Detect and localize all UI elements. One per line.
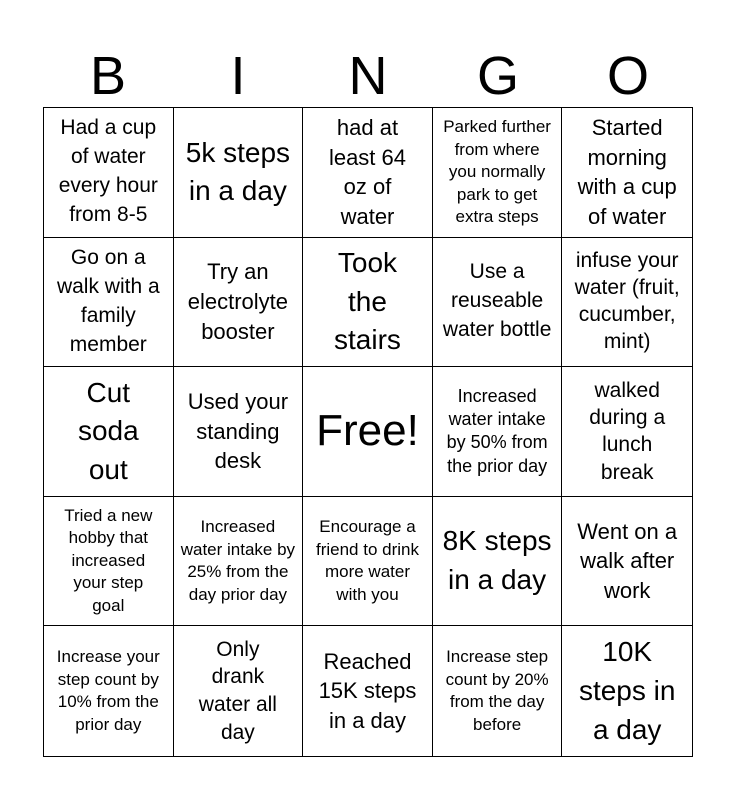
cell-text: Encourage a friend to drink more water with you bbox=[315, 517, 419, 604]
cell-text: Only drank water all day bbox=[198, 637, 277, 744]
cell-text: Cut soda out bbox=[77, 376, 139, 485]
cell-text: Increased water intake by 50% from the prior day bbox=[446, 385, 548, 476]
bingo-cell[interactable] bbox=[44, 626, 174, 756]
cell-text: Increased water intake by 25% from the day prior day bbox=[180, 517, 296, 604]
header-letter-g: G bbox=[476, 46, 519, 106]
cell-text: 5k steps in a day bbox=[185, 136, 291, 207]
header-letter-n: N bbox=[348, 46, 388, 106]
bingo-cell[interactable] bbox=[433, 367, 563, 497]
cell-text: had at least 64 oz of water bbox=[328, 114, 407, 229]
bingo-cell[interactable] bbox=[44, 367, 174, 497]
bingo-cell[interactable] bbox=[562, 497, 692, 627]
cell-text: walked during a lunch break bbox=[589, 378, 666, 484]
bingo-cell[interactable] bbox=[44, 238, 174, 368]
cell-text: Increase step count by 20% from the day before bbox=[445, 647, 549, 734]
bingo-header bbox=[43, 44, 693, 108]
bingo-cell[interactable] bbox=[433, 238, 563, 368]
cell-text: Go on a walk with a family member bbox=[56, 245, 160, 356]
bingo-cell[interactable] bbox=[562, 238, 692, 368]
bingo-cell[interactable] bbox=[562, 367, 692, 497]
bingo-cell[interactable] bbox=[303, 626, 433, 756]
bingo-board bbox=[43, 107, 693, 757]
bingo-cell[interactable] bbox=[303, 238, 433, 368]
cell-text: Went on a walk after work bbox=[577, 518, 678, 603]
free-space-text: Free! bbox=[316, 406, 419, 456]
free-space-cell[interactable] bbox=[303, 367, 433, 497]
cell-text: 10K steps in a day bbox=[578, 636, 676, 745]
bingo-cell[interactable] bbox=[303, 108, 433, 238]
cell-text: Use a reuseable water bottle bbox=[442, 260, 552, 342]
bingo-cell[interactable] bbox=[562, 108, 692, 238]
cell-text: Took the stairs bbox=[334, 246, 401, 356]
bingo-cell[interactable] bbox=[174, 367, 304, 497]
cell-text: Started morning with a cup of water bbox=[577, 114, 677, 229]
cell-text: Parked further from where you normally park to get extra steps bbox=[443, 117, 551, 226]
bingo-cell[interactable] bbox=[433, 497, 563, 627]
bingo-cell[interactable] bbox=[44, 108, 174, 238]
cell-text: infuse your water (fruit, cucumber, mint) bbox=[574, 249, 680, 353]
bingo-cell[interactable] bbox=[174, 497, 304, 627]
bingo-cell[interactable] bbox=[433, 626, 563, 756]
cell-text: Tried a new hobby that increased your step goal bbox=[64, 506, 153, 615]
cell-text: 8K steps in a day bbox=[442, 525, 552, 596]
bingo-cell[interactable] bbox=[303, 497, 433, 627]
cell-text: Used your standing desk bbox=[187, 388, 289, 474]
header-letter-o: O bbox=[606, 46, 649, 106]
bingo-cell[interactable] bbox=[433, 108, 563, 238]
bingo-cell[interactable] bbox=[174, 626, 304, 756]
bingo-cell[interactable] bbox=[44, 497, 174, 627]
header-letter-b: B bbox=[89, 46, 127, 106]
cell-text: Increase your step count by 10% from the prior day bbox=[56, 647, 160, 734]
cell-text: Try an electrolyte booster bbox=[187, 259, 289, 344]
bingo-cell[interactable] bbox=[174, 238, 304, 368]
bingo-cell[interactable] bbox=[174, 108, 304, 238]
header-letter-i: I bbox=[230, 46, 246, 106]
cell-text: Reached 15K steps in a day bbox=[318, 648, 417, 734]
bingo-cell[interactable] bbox=[562, 626, 692, 756]
cell-text: Had a cup of water every hour from 8-5 bbox=[58, 116, 158, 227]
